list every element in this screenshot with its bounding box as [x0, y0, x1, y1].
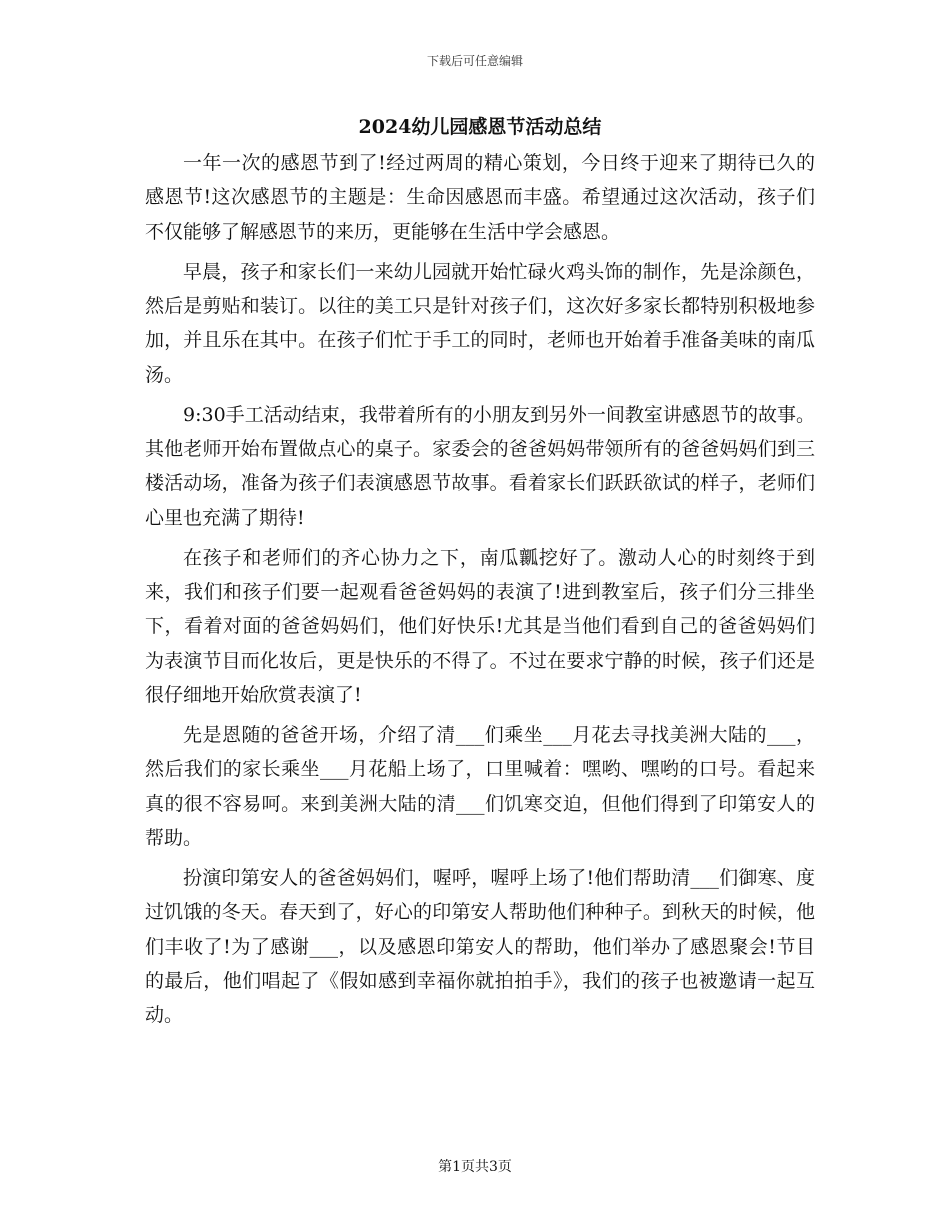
- paragraph-5: 先是恩随的爸爸开场，介绍了清___们乘坐___月花去寻找美洲大陆的___，然后我们的家长乘坐___月花船上场了，口里喊着：嘿哟、嘿哟的口号。看起来真的很不容易呵。来到美洲大陆的清___们饥寒交迫，但他们得到了印第安人的帮助。: [145, 723, 815, 849]
- paragraph-6: 扮演印第安人的爸爸妈妈们，喔呼，喔呼上场了!他们帮助清___们御寒、度过饥饿的冬天。春天到了，好心的印第安人帮助他们种种子。到秋天的时候，他们丰收了!为了感谢___，以及感恩印第安人的帮助，他们举办了感恩聚会!节目的最后，他们唱起了《假如感到幸福你就拍拍手》，我们的孩子也被邀请一起互动。: [145, 866, 815, 1027]
- paragraph-2: 早晨，孩子和家长们一来幼儿园就开始忙碌火鸡头饰的制作，先是涂颜色，然后是剪贴和装订。以往的美工只是针对孩子们，这次好多家长都特别积极地参加，并且乐在其中。在孩子们忙于手工的同时，老师也开始着手准备美味的南瓜汤。: [145, 260, 815, 386]
- page-header-note: 下载后可任意编辑: [426, 54, 523, 68]
- page-number-footer: 第1页共3页: [438, 1159, 512, 1175]
- paragraph-3: 9:30手工活动结束，我带着所有的小朋友到另外一间教室讲感恩节的故事。其他老师开始布置做点心的桌子。家委会的爸爸妈妈带领所有的爸爸妈妈们到三楼活动场，准备为孩子们表演感恩节故事。看着家长们跃跃欲试的样子，老师们心里也充满了期待!: [145, 403, 815, 529]
- paragraph-1: 一年一次的感恩节到了!经过两周的精心策划，今日终于迎来了期待已久的感恩节!这次感恩节的主题是：生命因感恩而丰盛。希望通过这次活动，孩子们不仅能够了解感恩节的来历，更能够在生活中学会感恩。: [145, 152, 815, 243]
- document-title: 2024幼儿园感恩节活动总结: [358, 116, 602, 138]
- document-body: [145, 146, 815, 1038]
- paragraph-4: 在孩子和老师们的齐心协力之下，南瓜瓤挖好了。激动人心的时刻终于到来，我们和孩子们要一起观看爸爸妈妈的表演了!进到教室后，孩子们分三排坐下，看着对面的爸爸妈妈们，他们好快乐!尤其是当他们看到自己的爸爸妈妈们为表演节目而化妆后，更是快乐的不得了。不过在要求宁静的时候，孩子们还是很仔细地开始欣赏表演了!: [145, 546, 815, 706]
